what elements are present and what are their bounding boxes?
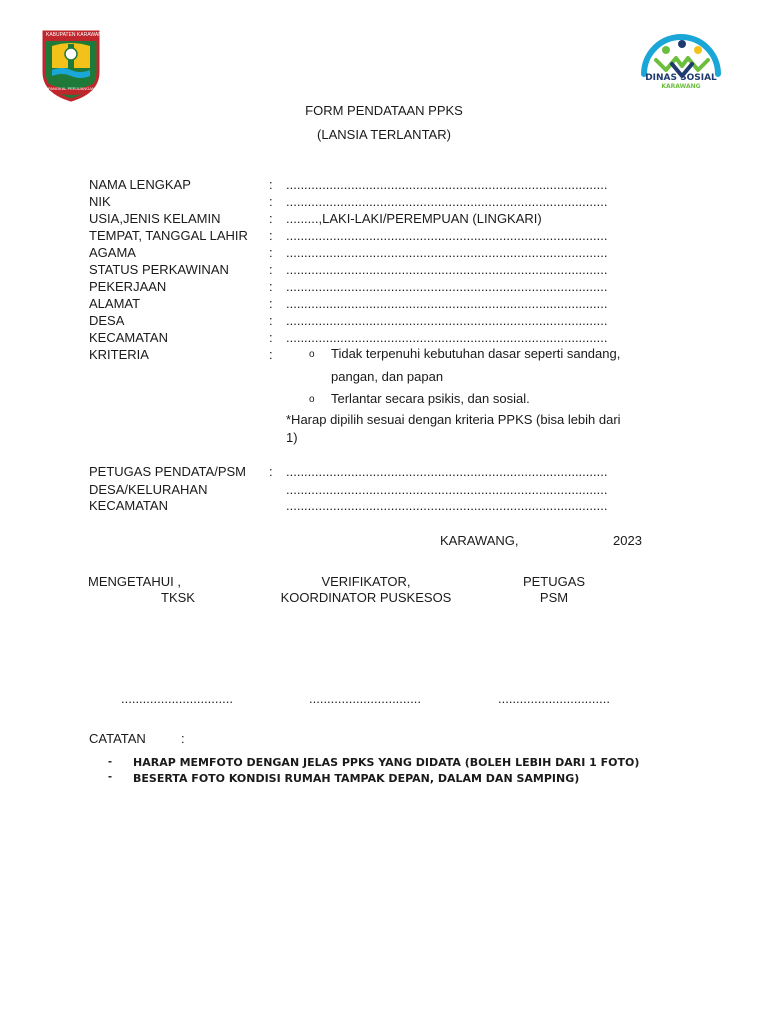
signature-petugas	[494, 574, 614, 606]
field-label: USIA,JENIS KELAMIN	[89, 211, 221, 226]
field-blank[interactable]: .........................................................................................	[286, 245, 608, 260]
kriteria-option-1-line1: Tidak terpenuhi kebutuhan dasar seperti sandang,	[331, 346, 621, 361]
catatan-item: HARAP MEMFOTO DENGAN JELAS PPKS YANG DIDATA (BOLEH LEBIH DARI 1 FOTO)	[133, 756, 640, 769]
kriteria-option-2: Terlantar secara psikis, dan sosial.	[331, 391, 530, 406]
dinas-sosial-logo	[636, 28, 726, 106]
field-colon: :	[269, 313, 273, 328]
field-colon: :	[269, 347, 273, 362]
field-label: KECAMATAN	[89, 498, 168, 513]
field-label: AGAMA	[89, 245, 136, 260]
field-label: PETUGAS PENDATA/PSM	[89, 464, 246, 479]
field-colon: :	[269, 245, 273, 260]
signature-line-petugas[interactable]: ...............................	[498, 691, 610, 706]
field-label: KRITERIA	[89, 347, 149, 362]
field-label: KECAMATAN	[89, 330, 168, 345]
field-label: PEKERJAAN	[89, 279, 167, 294]
field-colon: :	[269, 177, 273, 192]
seal-top-text: KABUPATEN KARAWANG	[46, 32, 106, 38]
field-blank[interactable]: .........................................................................................	[286, 279, 608, 294]
catatan-colon: :	[181, 731, 185, 746]
signature-title: TKSK	[161, 590, 195, 605]
list-dash: -	[108, 769, 112, 783]
field-label: TEMPAT, TANGGAL LAHIR	[89, 228, 248, 243]
kriteria-option-1-line2: pangan, dan papan	[331, 369, 444, 384]
field-blank[interactable]: .........,LAKI-LAKI/PEREMPUAN (LINGKARI)	[286, 211, 542, 226]
dinsos-city: KARAWANG	[661, 83, 701, 90]
field-label: DESA	[89, 313, 125, 328]
field-blank[interactable]: .........................................................................................	[286, 313, 608, 328]
field-blank[interactable]: .........................................................................................	[286, 498, 608, 513]
field-colon: :	[269, 194, 273, 209]
catatan-item: BESERTA FOTO KONDISI RUMAH TAMPAK DEPAN, DALAM DAN SAMPING)	[133, 772, 580, 785]
field-colon: :	[269, 228, 273, 243]
year-label: 2023	[613, 533, 642, 548]
field-blank[interactable]: .........................................................................................	[286, 228, 608, 243]
field-colon: :	[269, 464, 273, 479]
field-blank[interactable]: .........................................................................................	[286, 330, 608, 345]
dinsos-name: DINAS SOSIAL	[645, 73, 717, 83]
seal-bottom-text: PANGKAL PERJUANGAN	[48, 86, 95, 91]
form-subtitle: (LANSIA TERLANTAR)	[317, 127, 451, 142]
field-colon: :	[269, 296, 273, 311]
field-colon: :	[269, 330, 273, 345]
field-label: ALAMAT	[89, 296, 141, 311]
signature-role: VERIFIKATOR,	[321, 574, 411, 589]
signature-role: MENGETAHUI ,	[88, 574, 181, 589]
signature-line-tksk[interactable]: ...............................	[121, 691, 233, 706]
field-colon: :	[269, 279, 273, 294]
signature-title: PSM	[539, 590, 569, 605]
field-label: NAMA LENGKAP	[89, 177, 191, 192]
catatan-label: CATATAN	[89, 731, 146, 746]
field-label: STATUS PERKAWINAN	[89, 262, 229, 277]
list-dash: -	[108, 754, 112, 768]
checkbox-bullet[interactable]: o	[309, 349, 315, 360]
place-label: KARAWANG,	[440, 533, 519, 548]
field-label: NIK	[89, 194, 111, 209]
checkbox-bullet[interactable]: o	[309, 394, 315, 405]
field-colon: :	[269, 211, 273, 226]
kriteria-note-line1: *Harap dipilih sesuai dengan kriteria PPKS (bisa lebih dari	[286, 412, 621, 427]
field-blank[interactable]: .........................................................................................	[286, 177, 608, 192]
field-blank[interactable]: .........................................................................................	[286, 464, 608, 479]
field-label: DESA/KELURAHAN	[89, 482, 208, 497]
field-blank[interactable]: .........................................................................................	[286, 296, 608, 311]
signature-title: KOORDINATOR PUSKESOS	[280, 590, 452, 605]
kriteria-note-line2: 1)	[286, 430, 298, 445]
signature-line-verifikator[interactable]: ...............................	[309, 691, 421, 706]
field-blank[interactable]: .........................................................................................	[286, 262, 608, 277]
signature-tksk	[88, 574, 288, 606]
form-title: FORM PENDATAAN PPKS	[305, 103, 463, 118]
field-blank[interactable]: .........................................................................................	[286, 194, 608, 209]
field-colon: :	[269, 262, 273, 277]
field-blank[interactable]: .........................................................................................	[286, 482, 608, 497]
signature-verifikator	[266, 574, 466, 606]
karawang-seal-logo	[40, 28, 106, 102]
signature-role: PETUGAS	[522, 574, 586, 589]
